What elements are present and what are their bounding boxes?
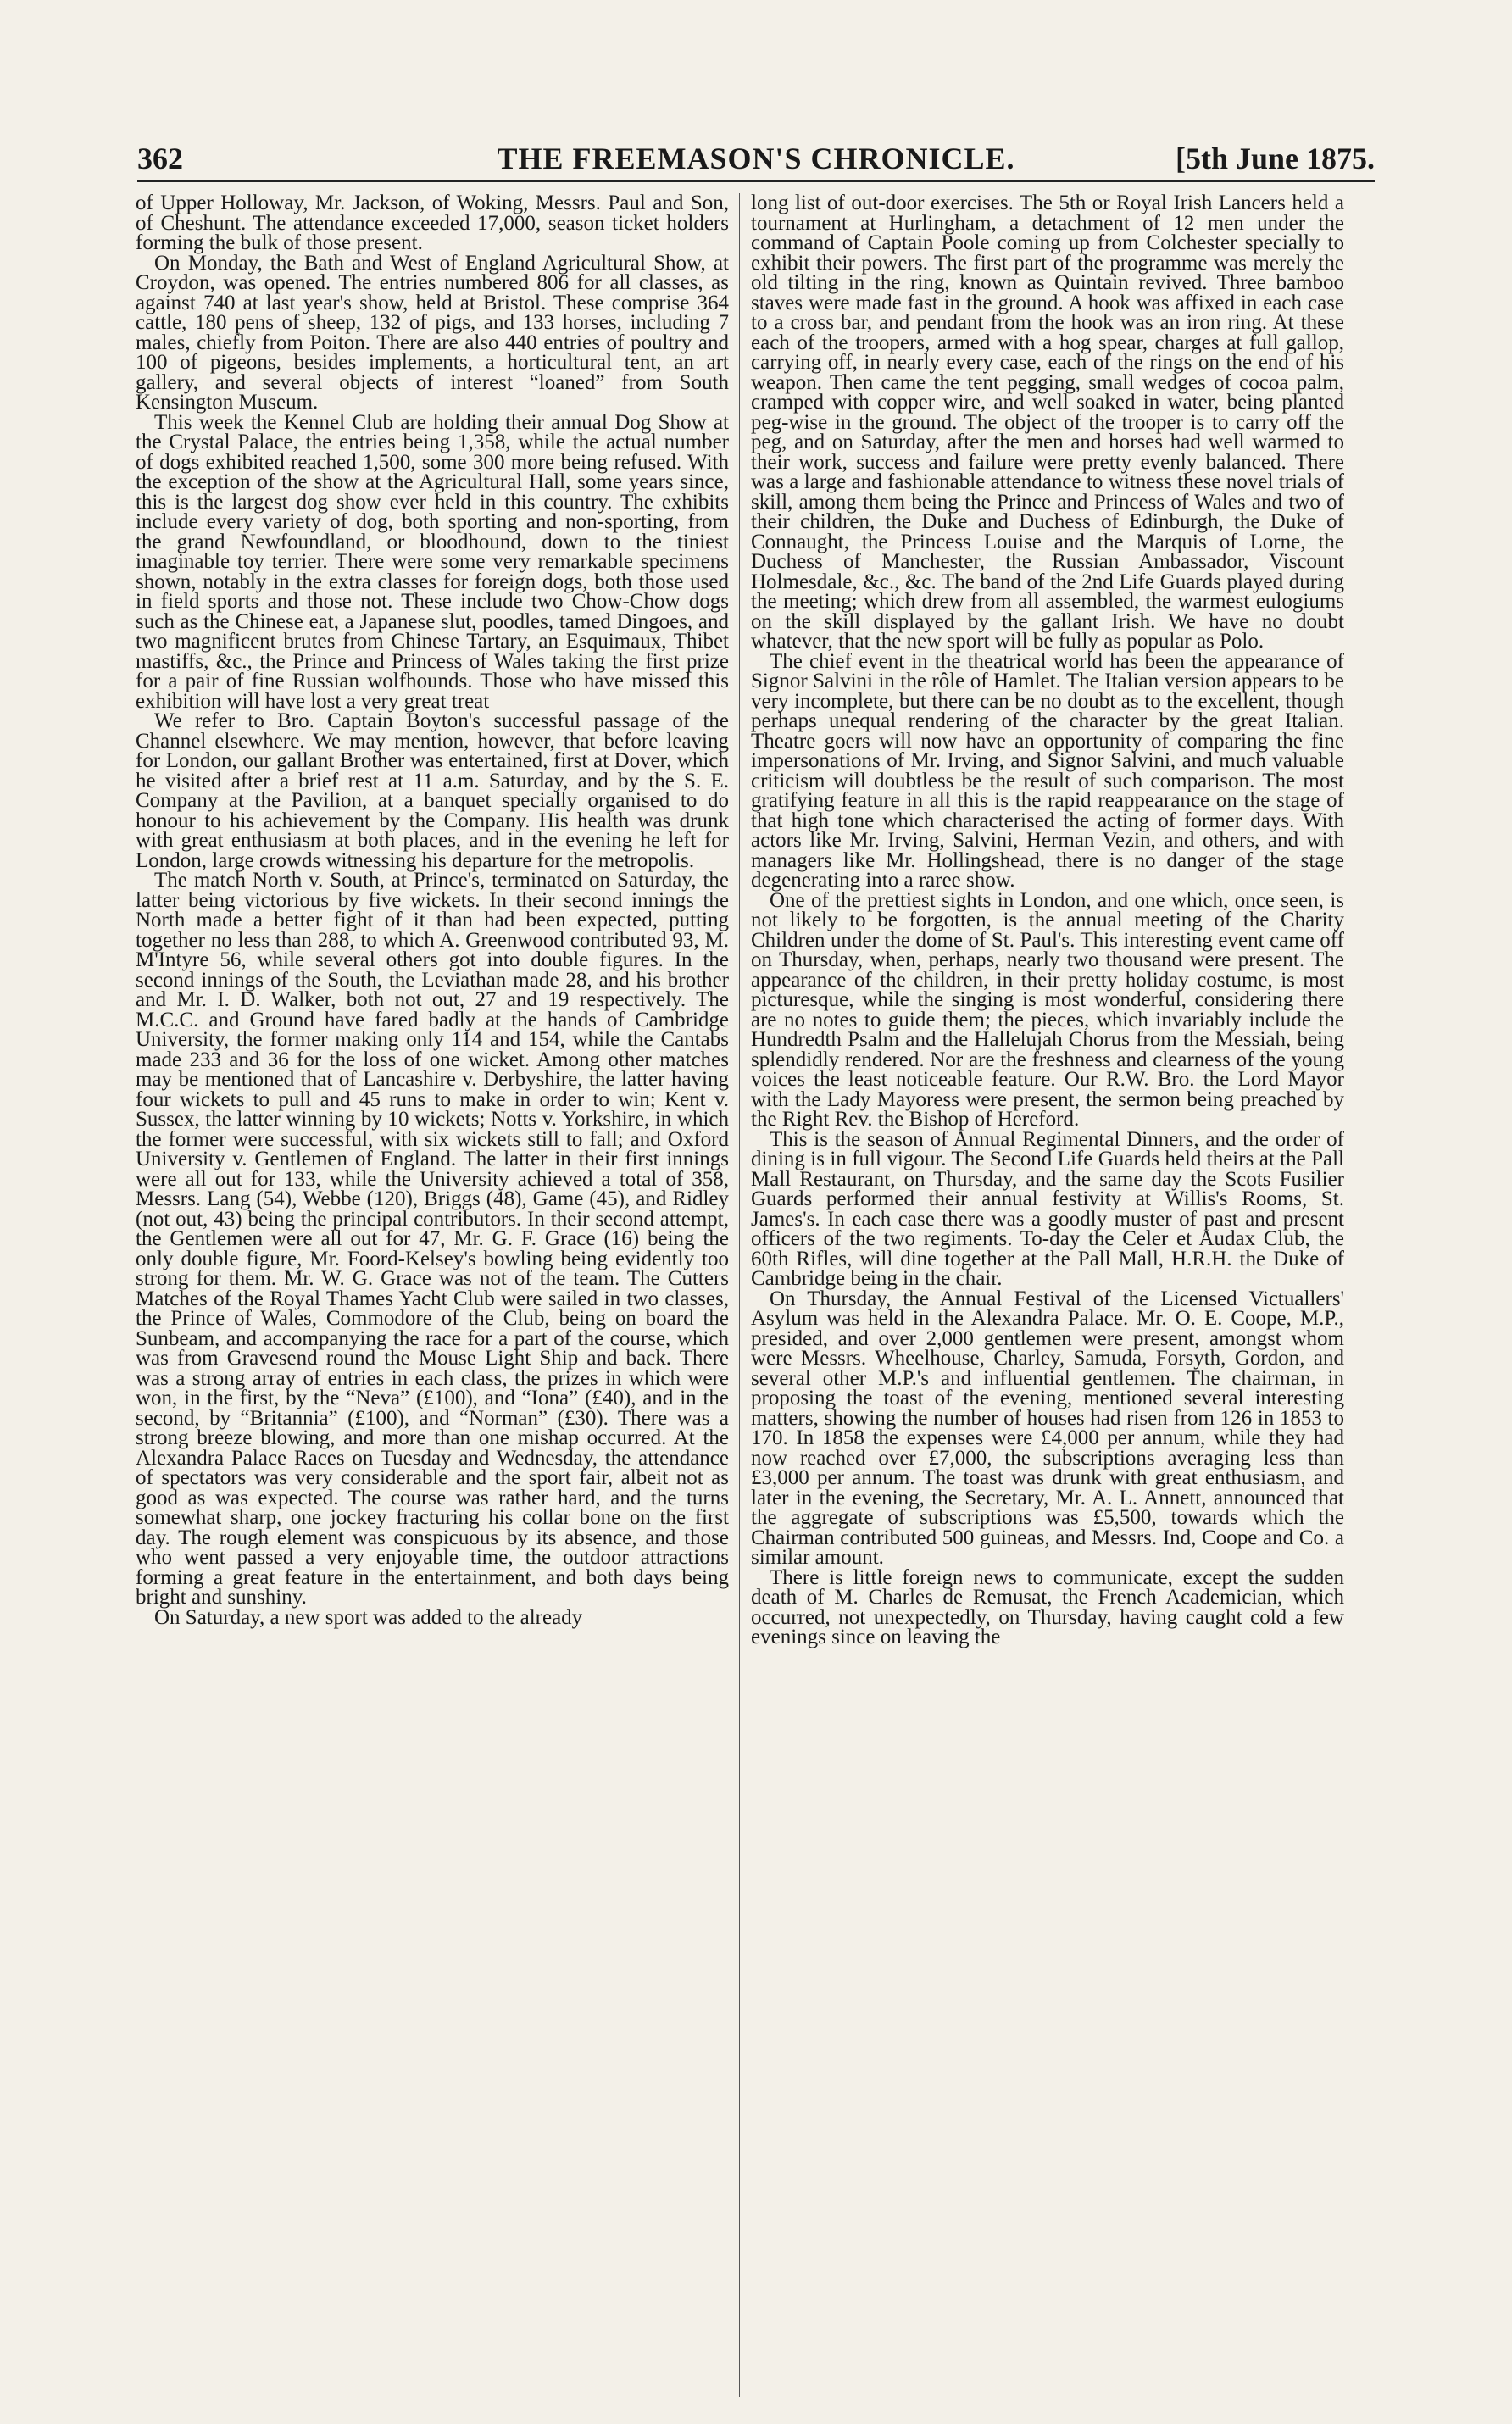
page-number: 362 — [137, 142, 183, 175]
page-header — [137, 136, 1375, 176]
paragraph: On Thursday, the Annual Festival of the Licensed Victuallers' Asylum was held in the Alexandra Palace. Mr. O. E. Coope, M.P., presided, and over 2,000 gentlemen were present, amongst whom were Messrs. Wheelhouse, Charley, Samuda, Forsyth, Gordon, and several other M.P.'s and influential gentlemen. The chairman, in proposing the toast of the evening, mentioned several interesting matters, showing the number of houses had risen from 126 in 1853 to 170. In 1858 the expenses were £4,000 per annum, while they had now reached over £7,000, the subscriptions averaging less than £3,000 per annum. The toast was drunk with great enthusiasm, and later in the evening, the Secretary, Mr. A. L. Annett, announced that the aggregate of subscriptions was £5,500, towards which the Chairman contributed 500 guineas, and Messrs. Ind, Coope and Co. a similar amount. — [751, 1287, 1344, 1569]
paragraph: One of the prettiest sights in London, and one which, once seen, is not likely to be forgotten, is the annual meeting of the Charity Children under the dome of St. Paul's. This interesting event came off on Thursday, when, perhaps, nearly two thousand were present. The appearance of the children, in their pretty holiday costume, is most picturesque, while the singing is most wonderful, considering there are no notes to guide them; the pieces, which invariably include the Hundredth Psalm and the Hallelujah Chorus from the Messiah, being splendidly rendered. Nor are the freshness and clearness of the young voices the least noticeable feature. Our R.W. Bro. the Lord Mayor with the Lady Mayoress were present, the sermon being preached by the Right Rev. the Bishop of Hereford. — [751, 888, 1344, 1131]
paragraph: We refer to Bro. Captain Boyton's successful passage of the Channel elsewhere. We may mention, however, that before leaving for London, our gallant Brother was entertained, first at Dover, which he visited after a brief rest at 11 a.m. Saturday, and by the S. E. Company at the Pavilion, at a banquet specially organised to do honour to his achievement by the Company. His health was drunk with great enthusiasm at both places, and in the evening he left for London, large crowds witnessing his departure for the metropolis. — [136, 709, 729, 872]
paragraph: On Saturday, a new sport was added to the already — [154, 1605, 583, 1629]
header-rule — [137, 180, 1375, 182]
right-column — [751, 193, 1344, 2397]
paragraph: The chief event in the theatrical world has been the appearance of Signor Salvini in the rôle of Hamlet. The Italian version appears to be very incomplete, but there can be no doubt as to the excellent, though perhaps unequal rendering of the character by the great Italian. Theatre goers will now have an opportunity of comparing the fine impersonations of Mr. Irving, and Signor Salvini, and much valuable criticism will doubtless be the result of such comparison. The most gratifying feature in all this is the rapid reappearance on the stage of that high tone which characterised the acting of former days. With actors like Mr. Irving, Salvini, Herman Vezin, and others, and with managers like Mr. Hollingshead, there is no danger of the stage degenerating into a raree show. — [751, 649, 1344, 892]
paragraph: This is the season of Annual Regimental Dinners, and the order of dining is in full vigour. The Second Life Guards held theirs at the Pall Mall Restaurant, on Thursday, and the same day the Scots Fusilier Guards performed their annual festivity at Willis's Rooms, St. James's. In each case there was a goodly muster of past and present officers of the two regiments. To-day the Celer et Audax Club, the 60th Rifles, will dine together at the Pall Mall, H.R.H. the Duke of Cambridge being in the chair. — [751, 1127, 1344, 1290]
paragraph: long list of out-door exercises. The 5th or Royal Irish Lancers held a tournament at Hurlingham, a detachment of 12 men under the command of Captain Poole coming up from Colchester specially to exhibit their powers. The first part of the programme was merely the old tilting in the ring, known as Quintain revived. Three bamboo staves were made fast in the ground. A hook was affixed in each case to a cross bar, and pendant from the hook was an iron ring. At these each of the troopers, armed with a hog spear, charges at full gallop, carrying off, in nearly every case, each of the rings on the end of his weapon. Then came the tent pegging, small wedges of cocoa palm, cramped with copper wire, and well soaked in water, being planted peg-wise in the ground. The object of the trooper is to carry off the peg, and on Saturday, after the men and horses had well warmed to their work, success and failure were pretty evenly balanced. There was a large and fashionable attendance to witness these novel trials of skill, among them being the Prince and Princess of Wales and two of their children, the Duke and Duchess of Edinburgh, the Duke of Connaught, the Princess Louise and the Marquis of Lorne, the Duchess of Manchester, the Russian Ambassador, Viscount Holmesdale, &c., &c. The band of the 2nd Life Guards played during the meeting; which drew from all assembled, the warmest eulogiums on the skill displayed by the gallant Irish. We have no doubt whatever, that the new sport will be fully as popular as Polo. — [751, 193, 1344, 653]
paragraph: of Upper Holloway, Mr. Jackson, of Woking, Messrs. Paul and Son, of Cheshunt. The attendance exceeded 17,000, season ticket holders forming the bulk of those present. — [136, 193, 729, 254]
paragraph: On Monday, the Bath and West of England Agricultural Show, at Croydon, was opened. The entries numbered 806 for all classes, as against 740 at last year's show, held at Bristol. These comprise 364 cattle, 180 pens of sheep, 132 of pigs, and 133 horses, including 7 males, chiefly from Poiton. There are also 440 entries of poultry and 100 of pigeons, besides implements, a horticultural tent, an art gallery, and several objects of interest “loaned” from South Kensington Museum. — [136, 251, 729, 414]
paragraph: The match North v. South, at Prince's, terminated on Saturday, the latter being victorious by five wickets. In their second innings the North made a better fight of it than had been expected, putting together no less than 288, to which A. Greenwood contributed 93, M. M'Intyre 56, while several others got into double figures. In the second innings of the South, the Leviathan made 28, and his brother and Mr. I. D. Walker, both not out, 27 and 19 respectively. The M.C.C. and Ground have fared badly at the hands of Cambridge University, the former making only 114 and 154, while the Cantabs made 233 and 36 for the loss of one wicket. Among other matches may be mentioned that of Lancashire v. Derbyshire, the latter having four wickets to pull and 45 runs to make in order to win; Kent v. Sussex, the latter winning by 10 wickets; Notts v. Yorkshire, in which the former were successful, with six wickets still to fall; and Oxford University v. Gentlemen of England. The latter in their first innings were all out for 133, while the University achieved a total of 358, Messrs. Lang (54), Webbe (120), Briggs (48), Game (45), and Ridley (not out, 43) being the principal contributors. In their second attempt, the Gentlemen were all out for 47, Mr. G. F. Grace (16) being the only double figure, Mr. Foord-Kelsey's bowling being evidently too strong for them. Mr. W. G. Grace was not of the team. The Cutters Matches of the Royal Thames Yacht Club were sailed in two classes, the Prince of Wales, Commodore of the Club, being on board the Sunbeam, and accompanying the race for a part of the course, which was from Gravesend round the Mouse Light Ship and back. There was a strong array of entries in each class, the prizes in which were won, in the first, by the “Neva” (£100), and “Iona” (£40), and in the second, by “Britannia” (£100), and “Norman” (£30). There was a strong breeze blowing, and more than one mishap occurred. At the Alexandra Palace Races on Tuesday and Wednesday, the attendance of spectators was very considerable and the sport fair, albeit not as good as was expected. The course was rather hard, and the turns somewhat sharp, one jockey fracturing his collar bone on the first day. The rough element was conspicuous by its absence, and those who went passed a very enjoyable time, the outdoor attractions forming a great feature in the entertainment, and both days being bright and sunshiny. — [136, 869, 729, 1609]
masthead-title: THE FREEMASON'S CHRONICLE. — [497, 142, 1015, 175]
column-divider — [739, 193, 740, 2397]
paragraph: This week the Kennel Club are holding their annual Dog Show at the Crystal Palace, the entries being 1,358, while the actual number of dogs exhibited reached 1,500, some 300 more being refused. With the exception of the show at the Agricultural Hall, some years since, this is the largest dog show ever held in this country. The exhibits include every variety of dog, both sporting and non-sporting, from the grand Newfoundland, or bloodhound, down to the tiniest imaginable toy terrier. There were some very remarkable specimens shown, notably in the extra classes for foreign dogs, both those used in field sports and those not. These include two Chow-Chow dogs such as the Chinese eat, a Japanese slut, poodles, tamed Dingoes, and two magnificent brutes from Chinese Tartary, an Esquimaux, Thibet mastiffs, &c., the Prince and Princess of Wales taking the first prize for a pair of fine Russian wolfhounds. Those who have missed this exhibition will have lost a very great treat — [136, 410, 729, 713]
paragraph: There is little foreign news to communicate, except the sudden death of M. Charles de Remusat, the French Academician, which occurred, not unexpectedly, on Thursday, having caught cold a few evenings since on leaving the — [751, 1565, 1344, 1648]
issue-date: [5th June 1875. — [1175, 142, 1375, 175]
left-column — [136, 193, 729, 2397]
